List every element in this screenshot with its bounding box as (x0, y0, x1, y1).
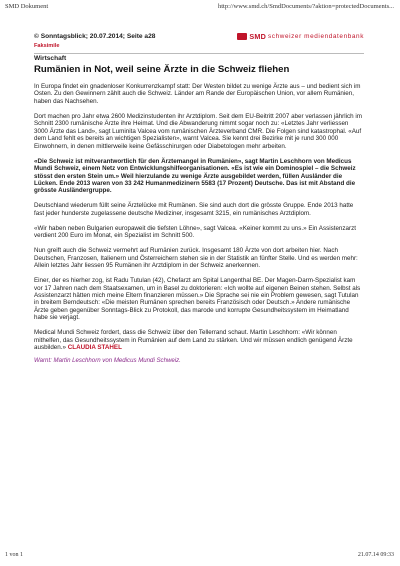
publication-line: Sonntagsblick; 20.07.2014; Seite a28 (40, 33, 156, 40)
print-footer-timestamp: 21.07.14 09:33 (357, 552, 394, 558)
print-header-title: SMD Dokument (5, 3, 49, 10)
article-paragraph-lead: «Die Schweiz ist mitverantwortlich für den Ärztemangel in Rumänien», sagt Martin Leschhorn von Medicus Mundi Schweiz, einem Netz von Entwicklungshilfeorganisationen. «Es ist wie ein Dominospiel – die Schweiz stösst den ersten Stein um.» Weil hierzulande zu wenige Ärzte ausgebildet werden, füllen Ausländer die Lücken. Ende 2013 waren von 33 242 Humanmedizinern 5583 (17 Prozent) Deutsche. Das ist mit Abstand die grösste Ausländergruppe. (34, 157, 356, 195)
smd-logo-mark-icon (237, 33, 247, 40)
article-paragraph: In Europa findet ein gnadenloser Konkurrenzkampf statt: Der Westen bildet zu wenige Ärzte aus – und bedient sich im Osten. Zu den Gewinnern zählt auch die Schweiz. Länder am Rande der Europäischen Union, vor allem Rumänien, haben das Nachsehen. (34, 83, 361, 105)
document-page (34, 24, 364, 364)
article-paragraph: «Wir haben neben Bulgarien europaweit die tiefsten Löhne», sagt Valcea. «Keiner kommt zu uns.» Ein Assistenzarzt verdient 200 Euro im Monat, ein Spezialist im Schnitt 500. (34, 224, 356, 240)
last-paragraph-text: Medical Mundi Schweiz fordert, dass die Schweiz über den Tellerrand schaut. Martin Leschhorn: «Wir können mithelfen, das Gesundheitssystem in Rumänien auf dem Land zu stärken. Und wir müssen endlich genügend Ärzte ausbilden.» (34, 329, 353, 352)
article-headline: Rumänien in Not, weil seine Ärzte in die Schweiz fliehen (34, 64, 290, 75)
article-paragraph: Einer, der es hierher zog, ist Radu Tutulan (42), Chefarzt am Spital Langenthal BE. Der Magen-Darm-Spezialist kam vor 17 Jahren nach dem Staatsexamen, um in Basel zu doktorieren: «Ich wollte auf eigenen Beinen stehen. Selbst als Assistenzarzt hätten mich meine Eltern finanzieren müssen.» Die Sprache sei nie ein Problem gewesen, sagt Tutulan in breitem Berndeutsch: «Die meisten Rumänen sprechen bereits Französisch oder Deutsch.» Andere rumänische Ärzte geben gegenüber Sonntags-Blick zu Protokoll, das marode und korrupte Gesundheitssystem im Heimatland habe sie verjagt. (34, 277, 361, 322)
faksimile-link[interactable]: Faksimile (34, 43, 60, 49)
image-caption: Warnt: Martin Leschhorn von Medicus Mundi Schweiz. (34, 357, 181, 365)
source-line (34, 33, 155, 40)
divider (34, 53, 364, 54)
article-paragraph: Dort machen pro Jahr etwa 2600 Medizinstudenten ihr Arztdiplom. Seit dem EU-Beitritt 2007 aber verlassen jährlich im Schnitt 2300 rumänische Ärzte ihre Heimat. Und die Abwanderung nimmt sogar noch zu: «Letztes Jahr verliessen 3000 Ärzte das Land», sagt Luminita Valcea vom rumänischen Ärzteverband CMR. Die Folgen sind katastrophal. «Auf dem Land fehlt es bereits an wichtigen Spezialisten», warnt Valcea. Sie kennt drei Bezirke mit je rund 300 000 Einwohnern, in denen mittlerweile keine Gefässchirurgen oder Diabetologen mehr arbeiten. (34, 112, 362, 150)
section-label: Wirtschaft (34, 55, 67, 62)
article-paragraph: Nun greift auch die Schweiz vermehrt auf Rumänien zurück. Insgesamt 180 Ärzte von dort arbeiten hier. Nach Deutschen, Franzosen, Italienern und Österreichern stehen sie in der Statistik an fünfter Stelle. Und es werden mehr: Allein letztes Jahr liessen 95 Rumänen ihr Arztdiplom in der Schweiz anerkennen. (34, 247, 358, 270)
smd-logo (237, 32, 364, 41)
print-header-url: http://www.smd.ch/SmdDocuments/?aktion=protectedDocuments... (217, 3, 394, 10)
print-footer-page: 1 von 1 (5, 552, 23, 558)
smd-logo-brand: SMD (249, 32, 266, 41)
copyright-symbol: © (34, 33, 39, 40)
source-row (34, 24, 364, 42)
print-footer (5, 552, 394, 562)
author-byline: CLAUDIA STAHEL (67, 344, 122, 352)
article-paragraph-last (34, 329, 364, 351)
article-paragraph: Deutschland wiederum füllt seine Ärztelücke mit Rumänen. Sie sind auch dort die grösste Gruppe. Ende 2013 hatte fast jeder hunderste zugelassene deutsche Mediziner, insgesamt 3215, ein rumänisches Arztdiplom. (34, 202, 354, 217)
print-header (5, 3, 394, 13)
smd-logo-subtitle: schweizer mediendatenbank (268, 33, 364, 40)
